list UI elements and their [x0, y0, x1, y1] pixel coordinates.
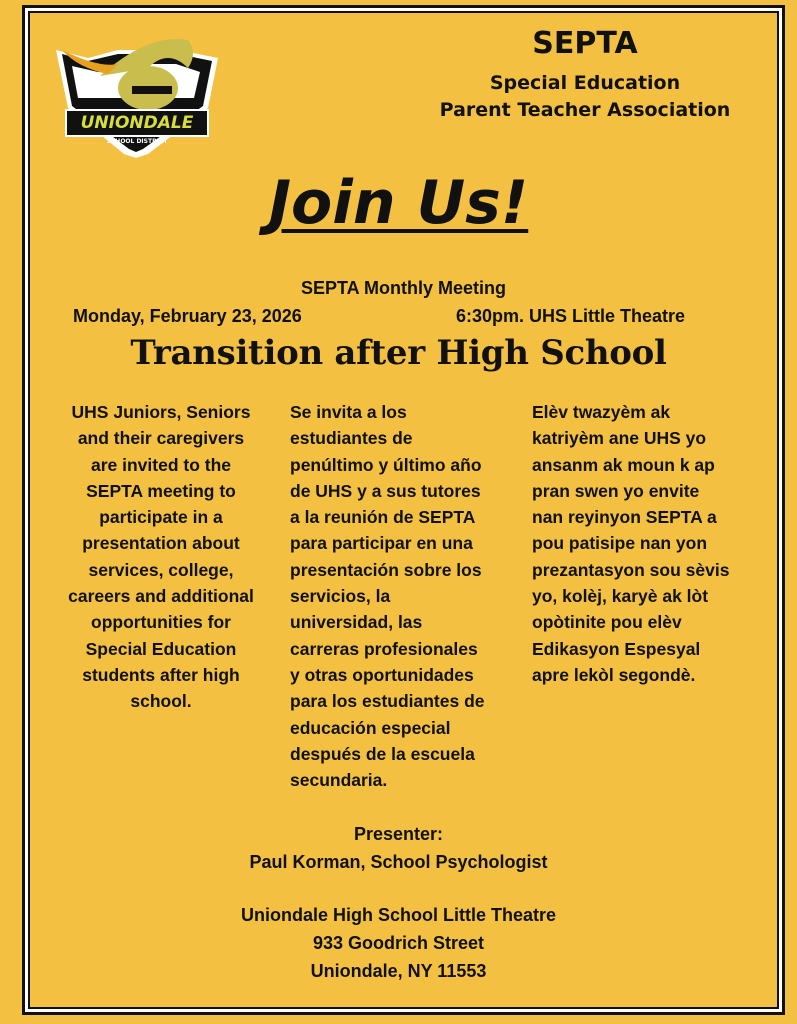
- text-line: servicios, la: [290, 586, 391, 607]
- org-line-2: Parent Teacher Association: [439, 99, 731, 121]
- text-line: apre lekòl segondè.: [532, 664, 696, 685]
- english-column: [45, 399, 277, 715]
- location-block: [0, 901, 797, 985]
- text-line: prezantasyon sou sèvis: [532, 559, 730, 580]
- text-line: para participar en una: [290, 533, 473, 554]
- text-line: opòtinite pou elèv: [532, 612, 682, 633]
- presenter-label: Presenter:: [353, 824, 444, 844]
- text-line: pran swen yo envite: [532, 480, 700, 501]
- city-state-zip: Uniondale, NY 11553: [310, 961, 487, 981]
- text-line: educación especial: [290, 717, 451, 738]
- presenter-block: [0, 820, 797, 876]
- text-line: penúltimo y último año: [290, 454, 482, 475]
- text-line: pou patisipe nan yon: [532, 533, 708, 554]
- text-line: de UHS y a sus tutores: [290, 480, 481, 501]
- text-line: carreras profesionales: [290, 638, 478, 659]
- text-line: careers and additional: [68, 586, 254, 607]
- text-line: Elèv twazyèm ak: [532, 402, 671, 422]
- text-line: services, college,: [88, 559, 234, 580]
- uniondale-knight-logo: [48, 28, 226, 160]
- septa-title: SEPTA: [532, 26, 638, 61]
- text-line: secundaria.: [290, 770, 388, 791]
- text-line: yo, kolèj, karyè ak lòt: [532, 586, 709, 607]
- svg-text:SCHOOL DISTRICT: SCHOOL DISTRICT: [106, 138, 168, 145]
- text-line: presentation about: [82, 533, 240, 554]
- text-line: are invited to the: [90, 454, 232, 475]
- text-line: school.: [130, 691, 192, 712]
- text-line: SEPTA meeting to: [86, 480, 236, 501]
- text-line: presentación sobre los: [290, 559, 482, 580]
- street-address: 933 Goodrich Street: [312, 933, 485, 953]
- organization-name: [400, 70, 770, 124]
- text-line: para los estudiantes de: [290, 691, 485, 712]
- presenter-name: Paul Korman, School Psychologist: [249, 852, 548, 872]
- topic-title: Transition after High School: [130, 333, 667, 373]
- spanish-column: [290, 399, 485, 793]
- text-line: ansanm ak moun k ap: [532, 454, 715, 475]
- text-line: Se invita a los: [290, 402, 407, 422]
- text-line: Special Education: [85, 638, 237, 659]
- meeting-time-place: 6:30pm. UHS Little Theatre: [456, 306, 686, 326]
- headline-text: Join Us!: [268, 168, 529, 238]
- venue: Uniondale High School Little Theatre: [240, 905, 557, 925]
- meeting-name: SEPTA Monthly Meeting: [301, 278, 506, 298]
- headline: [0, 168, 797, 238]
- org-line-1: Special Education: [489, 72, 681, 94]
- text-line: katriyèm ane UHS yo: [532, 428, 707, 449]
- text-line: students after high: [82, 664, 240, 685]
- text-line: opportunities for: [91, 612, 231, 633]
- text-line: a la reunión de SEPTA: [290, 507, 476, 528]
- text-line: and their caregivers: [77, 428, 245, 449]
- logo-text: UNIONDALE: [80, 113, 194, 133]
- text-line: UHS Juniors, Seniors: [71, 402, 251, 422]
- text-line: Edikasyon Espesyal: [532, 638, 701, 659]
- text-line: estudiantes de: [290, 428, 413, 449]
- creole-column: [532, 399, 729, 688]
- text-line: después de la escuela: [290, 743, 475, 764]
- text-line: nan reyinyon SEPTA a: [532, 507, 717, 528]
- text-line: universidad, las: [290, 612, 423, 633]
- meeting-date: Monday, February 23, 2026: [73, 306, 302, 326]
- text-line: y otras oportunidades: [290, 664, 474, 685]
- text-line: participate in a: [99, 507, 223, 528]
